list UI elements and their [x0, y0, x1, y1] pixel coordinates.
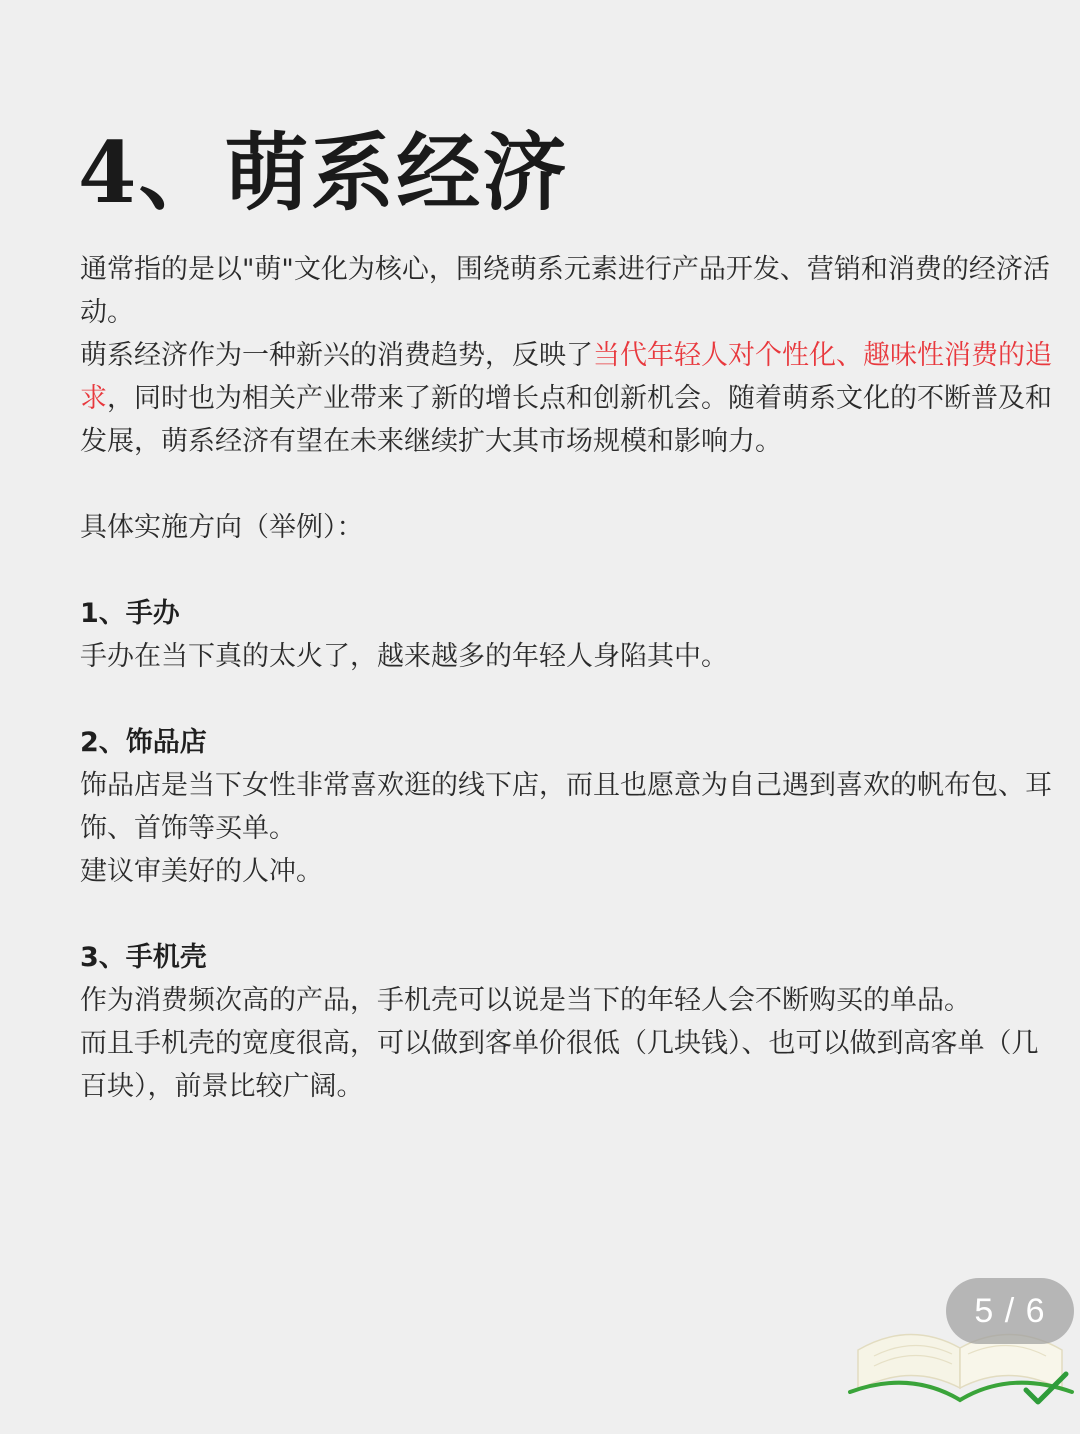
spacer [80, 893, 1060, 936]
spacer [80, 549, 1060, 592]
page-indicator-badge: 5 / 6 [946, 1278, 1074, 1344]
item-text: 建议审美好的人冲。 [80, 856, 323, 887]
item-heading-accessory-store: 2、饰品店 [80, 727, 207, 758]
page-title: 4、萌系经济 [78, 123, 569, 222]
spacer [80, 463, 1060, 506]
highlighted-phrase: 当代年轻人对个性化、趣味性消费的追求 [80, 340, 1052, 414]
article-body [80, 248, 1060, 1108]
item-heading-figures: 1、手办 [80, 598, 180, 629]
item-text: 手办在当下真的太火了，越来越多的年轻人身陷其中。 [80, 641, 728, 672]
item-text: 而且手机壳的宽度很高，可以做到客单价很低（几块钱）、也可以做到高客单（几百块），前景比较广阔。 [80, 1028, 1039, 1102]
intro-text-after: ，同时也为相关产业带来了新的增长点和创新机会。随着萌系文化的不断普及和发展，萌系经济有望在未来继续扩大其市场规模和影响力。 [80, 383, 1052, 457]
intro-paragraph-1: 通常指的是以"萌"文化为核心，围绕萌系元素进行产品开发、营销和消费的经济活动。 [80, 254, 1050, 328]
intro-paragraph-2 [80, 334, 1060, 463]
spacer [80, 678, 1060, 721]
item-text: 饰品店是当下女性非常喜欢逛的线下店，而且也愿意为自己遇到喜欢的帆布包、耳饰、首饰等买单。 [80, 770, 1052, 844]
item-heading-phone-case: 3、手机壳 [80, 942, 207, 973]
item-text: 作为消费频次高的产品，手机壳可以说是当下的年轻人会不断购买的单品。 [80, 985, 971, 1016]
intro-text-before: 萌系经济作为一种新兴的消费趋势，反映了 [80, 340, 593, 371]
directions-label: 具体实施方向（举例）： [80, 512, 364, 543]
